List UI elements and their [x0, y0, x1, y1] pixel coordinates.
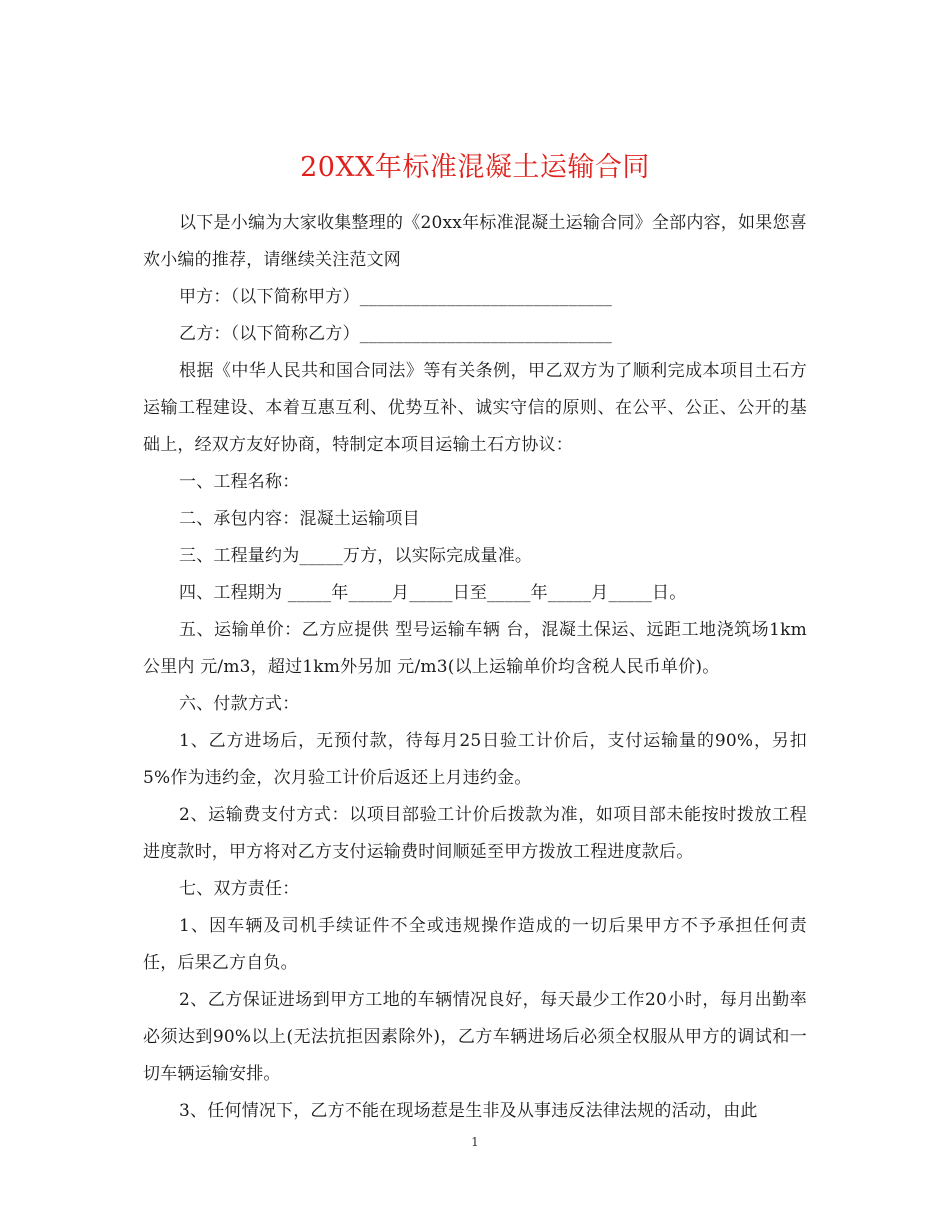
- document-title: 20XX年标准混凝土运输合同: [300, 152, 650, 184]
- paragraph-intro: 以下是小编为大家收集整理的《20xx年标准混凝土运输合同》全部内容，如果您喜欢小编的推荐，请继续关注范文网: [143, 213, 807, 270]
- paragraph-duration: 四、工程期为 _____年_____月_____日至_____年_____月_____日。: [179, 583, 687, 603]
- paragraph-party-a: 甲方：（以下简称甲方）_____________________________: [179, 287, 612, 307]
- paragraph-responsibility-2: 2、乙方保证进场到甲方工地的车辆情况良好，每天最少工作20小时，每月出勤率必须达到90%以上(无法抗拒因素除外)，乙方车辆进场后必须全权服从甲方的调试和一切车辆运输安排。: [143, 990, 807, 1084]
- paragraph-party-b: 乙方：（以下简称乙方）_____________________________: [179, 324, 612, 344]
- paragraph-responsibility-1: 1、因车辆及司机手续证件不全或违规操作造成的一切后果甲方不予承担任何责任，后果乙方自负。: [143, 916, 807, 973]
- page-number: 1: [471, 1135, 479, 1149]
- document-body: [143, 205, 807, 1130]
- paragraph-payment-2: 2、运输费支付方式：以项目部验工计价后拨款为准，如项目部未能按时拨放工程进度款时，甲方将对乙方支付运输费时间顺延至甲方拨放工程进度款后。: [143, 805, 807, 862]
- paragraph-payment-heading: 六、付款方式：: [179, 694, 300, 714]
- paragraph-payment-1: 1、乙方进场后，无预付款，待每月25日验工计价后，支付运输量的90%，另扣5%作为违约金，次月验工计价后返还上月违约金。: [143, 731, 807, 788]
- paragraph-responsibilities-heading: 七、双方责任：: [179, 879, 300, 899]
- paragraph-contract-scope: 二、承包内容：混凝土运输项目: [179, 509, 420, 529]
- paragraph-unit-price: 五、运输单价：乙方应提供 型号运输车辆 台，混凝土保运、远距工地浇筑场1km公里内 元/m3，超过1km外另加 元/m3(以上运输单价均含税人民币单价)。: [143, 620, 807, 677]
- paragraph-quantity: 三、工程量约为_____万方，以实际完成量准。: [179, 546, 533, 566]
- paragraph-project-name: 一、工程名称：: [179, 472, 300, 492]
- paragraph-responsibility-3: 3、任何情况下，乙方不能在现场惹是生非及从事违反法律法规的活动，由此: [179, 1101, 758, 1121]
- paragraph-preamble: 根据《中华人民共和国合同法》等有关条例，甲乙双方为了顺利完成本项目土石方运输工程建设、本着互惠互利、优势互补、诚实守信的原则、在公平、公正、公开的基础上，经双方友好协商，特制定本项目运输土石方协议：: [143, 361, 807, 455]
